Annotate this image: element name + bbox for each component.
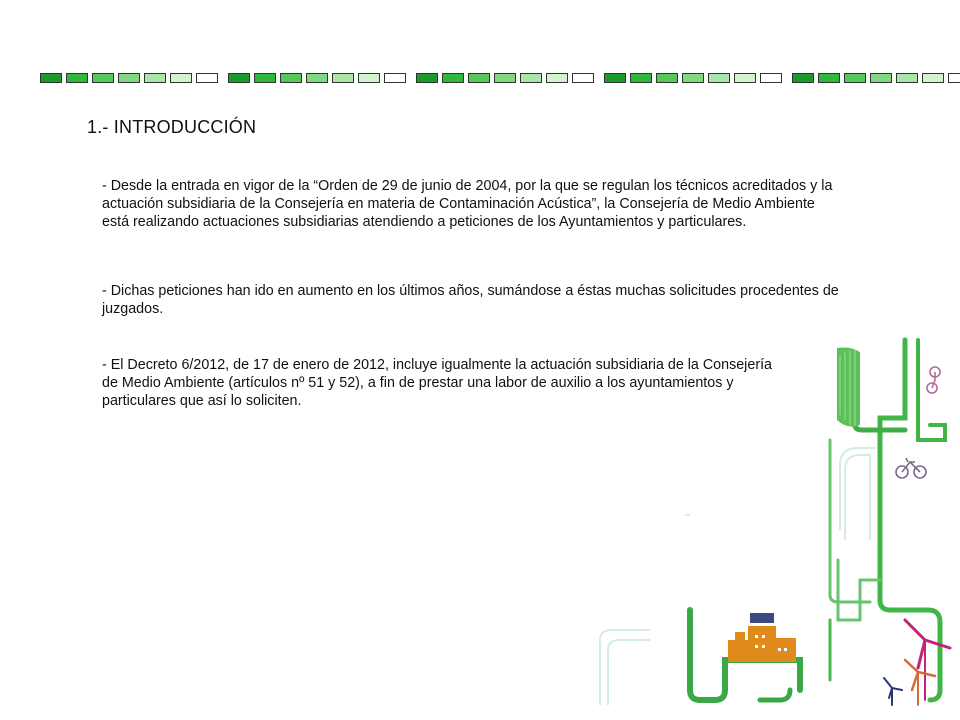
- decorative-square: [792, 73, 814, 83]
- decorative-square: [170, 73, 192, 83]
- solar-panel-icon: [750, 613, 774, 623]
- faint-pipes: [600, 448, 875, 705]
- decorative-square: [682, 73, 704, 83]
- decorative-square: [280, 73, 302, 83]
- decorative-square: [384, 73, 406, 83]
- grass-column: [837, 348, 860, 427]
- decorative-illustration: [560, 320, 960, 720]
- decorative-square: [948, 73, 960, 83]
- decorative-square: [760, 73, 782, 83]
- decorative-square: [494, 73, 516, 83]
- decorative-square: [468, 73, 490, 83]
- paragraph-decreto-2012: - El Decreto 6/2012, de 17 de enero de 2012, incluye igualmente la actuación subsidiaria de la Consejería de Medio Ambiente (artículos nº 51 y 52), a fin de prestar una labor de auxilio a los ayuntamientos y particulares que así lo soliciten.: [102, 357, 772, 409]
- decorative-square: [92, 73, 114, 83]
- decorative-square: [896, 73, 918, 83]
- decorative-square: [572, 73, 594, 83]
- paragraph-peticiones: - Dichas peticiones han ido en aumento en los últimos años, sumándose a éstas muchas solicitudes procedentes de juzgados.: [102, 283, 839, 317]
- decorative-square: [254, 73, 276, 83]
- decorative-square: [844, 73, 866, 83]
- decorative-square: [546, 73, 568, 83]
- decorative-square: [734, 73, 756, 83]
- decorative-square: [228, 73, 250, 83]
- decorative-square: [922, 73, 944, 83]
- decorative-square: [144, 73, 166, 83]
- decorative-square: [630, 73, 652, 83]
- decorative-square: [656, 73, 678, 83]
- decorative-square: [332, 73, 354, 83]
- decorative-square: [708, 73, 730, 83]
- paragraph-orden-2004: - Desde la entrada en vigor de la “Orden de 29 de junio de 2004, por la que se regulan los técnicos acreditados y la actuación subsidiaria de la Consejería en materia de Contaminación Acústica”, la Consejería de Medio Ambiente está realizando actuaciones subsidiarias atendiendo a peticiones de los Ayuntamientos y particulares.: [102, 178, 833, 230]
- decorative-square: [818, 73, 840, 83]
- decorative-square: [306, 73, 328, 83]
- decorative-square: [196, 73, 218, 83]
- decorative-square: [358, 73, 380, 83]
- decorative-square: [416, 73, 438, 83]
- decorative-square: [520, 73, 542, 83]
- decorative-squares-bar: [40, 73, 920, 85]
- decorative-square: [604, 73, 626, 83]
- bicycle-icon: [896, 458, 926, 478]
- decorative-square: [66, 73, 88, 83]
- bicycle-icon: [927, 367, 940, 393]
- decorative-square: [442, 73, 464, 83]
- decorative-square: [870, 73, 892, 83]
- page-title: 1.- INTRODUCCIÓN: [87, 117, 257, 137]
- decorative-square: [40, 73, 62, 83]
- building-icon: [728, 613, 796, 662]
- decorative-square: [118, 73, 140, 83]
